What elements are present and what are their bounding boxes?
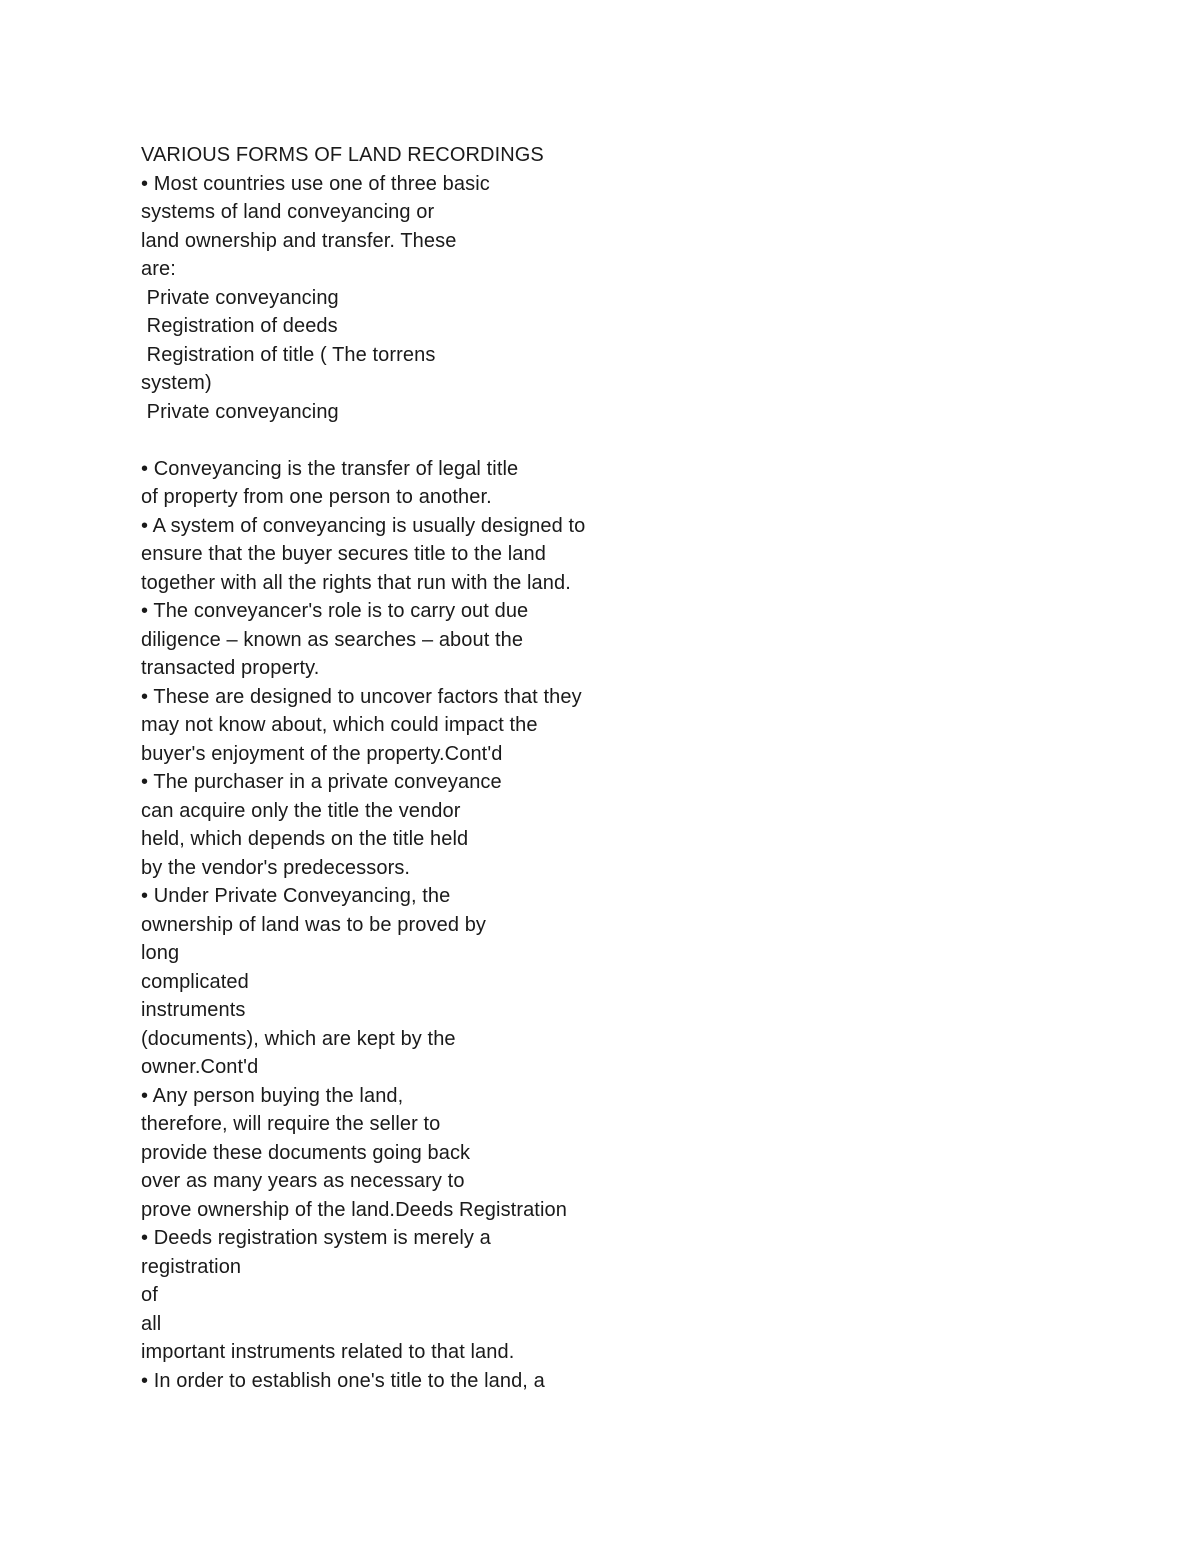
text-line: by the vendor's predecessors.	[141, 856, 411, 879]
text-line: Private conveyancing	[141, 400, 339, 423]
text-line: of	[141, 1284, 158, 1306]
text-line: together with all the rights that run with the land.	[141, 571, 571, 594]
text-line: buyer's enjoyment of the property.Cont'd	[141, 742, 503, 765]
text-line: (documents), which are kept by the	[141, 1027, 456, 1050]
text-line: diligence – known as searches – about the	[141, 628, 524, 651]
text-line: can acquire only the title the vendor	[141, 799, 461, 822]
text-line: • These are designed to uncover factors that they	[141, 685, 582, 708]
text-line: provide these documents going back	[141, 1141, 471, 1164]
text-line: • Deeds registration system is merely a	[141, 1227, 491, 1249]
text-line: • The conveyancer's role is to carry out due	[141, 600, 529, 622]
text-line: system)	[141, 372, 212, 394]
text-line: Registration of deeds	[141, 315, 338, 337]
text-line: over as many years as necessary to	[141, 1170, 465, 1192]
text-line: transacted property.	[141, 657, 320, 679]
text-line: • Most countries use one of three basic	[141, 172, 490, 195]
text-line: ownership of land was to be proved by	[141, 913, 487, 936]
text-line: long	[141, 942, 180, 964]
text-line: important instruments related to that land.	[141, 1341, 515, 1363]
text-line: complicated	[141, 970, 249, 993]
text-line: • Under Private Conveyancing, the	[141, 885, 451, 907]
text-line: • Conveyancing is the transfer of legal title	[141, 457, 519, 480]
text-line: of property from one person to another.	[141, 486, 492, 508]
text-line: held, which depends on the title held	[141, 828, 469, 850]
text-line: • A system of conveyancing is usually designed to	[141, 514, 586, 537]
text-line: • In order to establish one's title to the land, a	[141, 1369, 545, 1392]
text-line: Private conveyancing	[141, 286, 339, 309]
text-line: Registration of title ( The torrens	[141, 343, 436, 366]
document-heading: VARIOUS FORMS OF LAND RECORDINGS	[141, 144, 544, 166]
text-line: • The purchaser in a private conveyance	[141, 771, 502, 793]
text-line: systems of land conveyancing or	[141, 201, 435, 223]
blank-line	[141, 426, 701, 455]
text-line: therefore, will require the seller to	[141, 1113, 441, 1135]
text-line: owner.Cont'd	[141, 1056, 259, 1078]
text-line: are:	[141, 258, 176, 280]
text-line: ensure that the buyer secures title to the land	[141, 543, 546, 565]
text-line: registration	[141, 1255, 242, 1278]
text-line: prove ownership of the land.Deeds Registration	[141, 1198, 567, 1221]
text-line: • Any person buying the land,	[141, 1084, 404, 1107]
text-line: land ownership and transfer. These	[141, 229, 457, 252]
text-line: instruments	[141, 999, 246, 1021]
text-line: may not know about, which could impact the	[141, 714, 538, 736]
text-line: all	[141, 1312, 162, 1335]
document-body	[141, 141, 701, 1395]
